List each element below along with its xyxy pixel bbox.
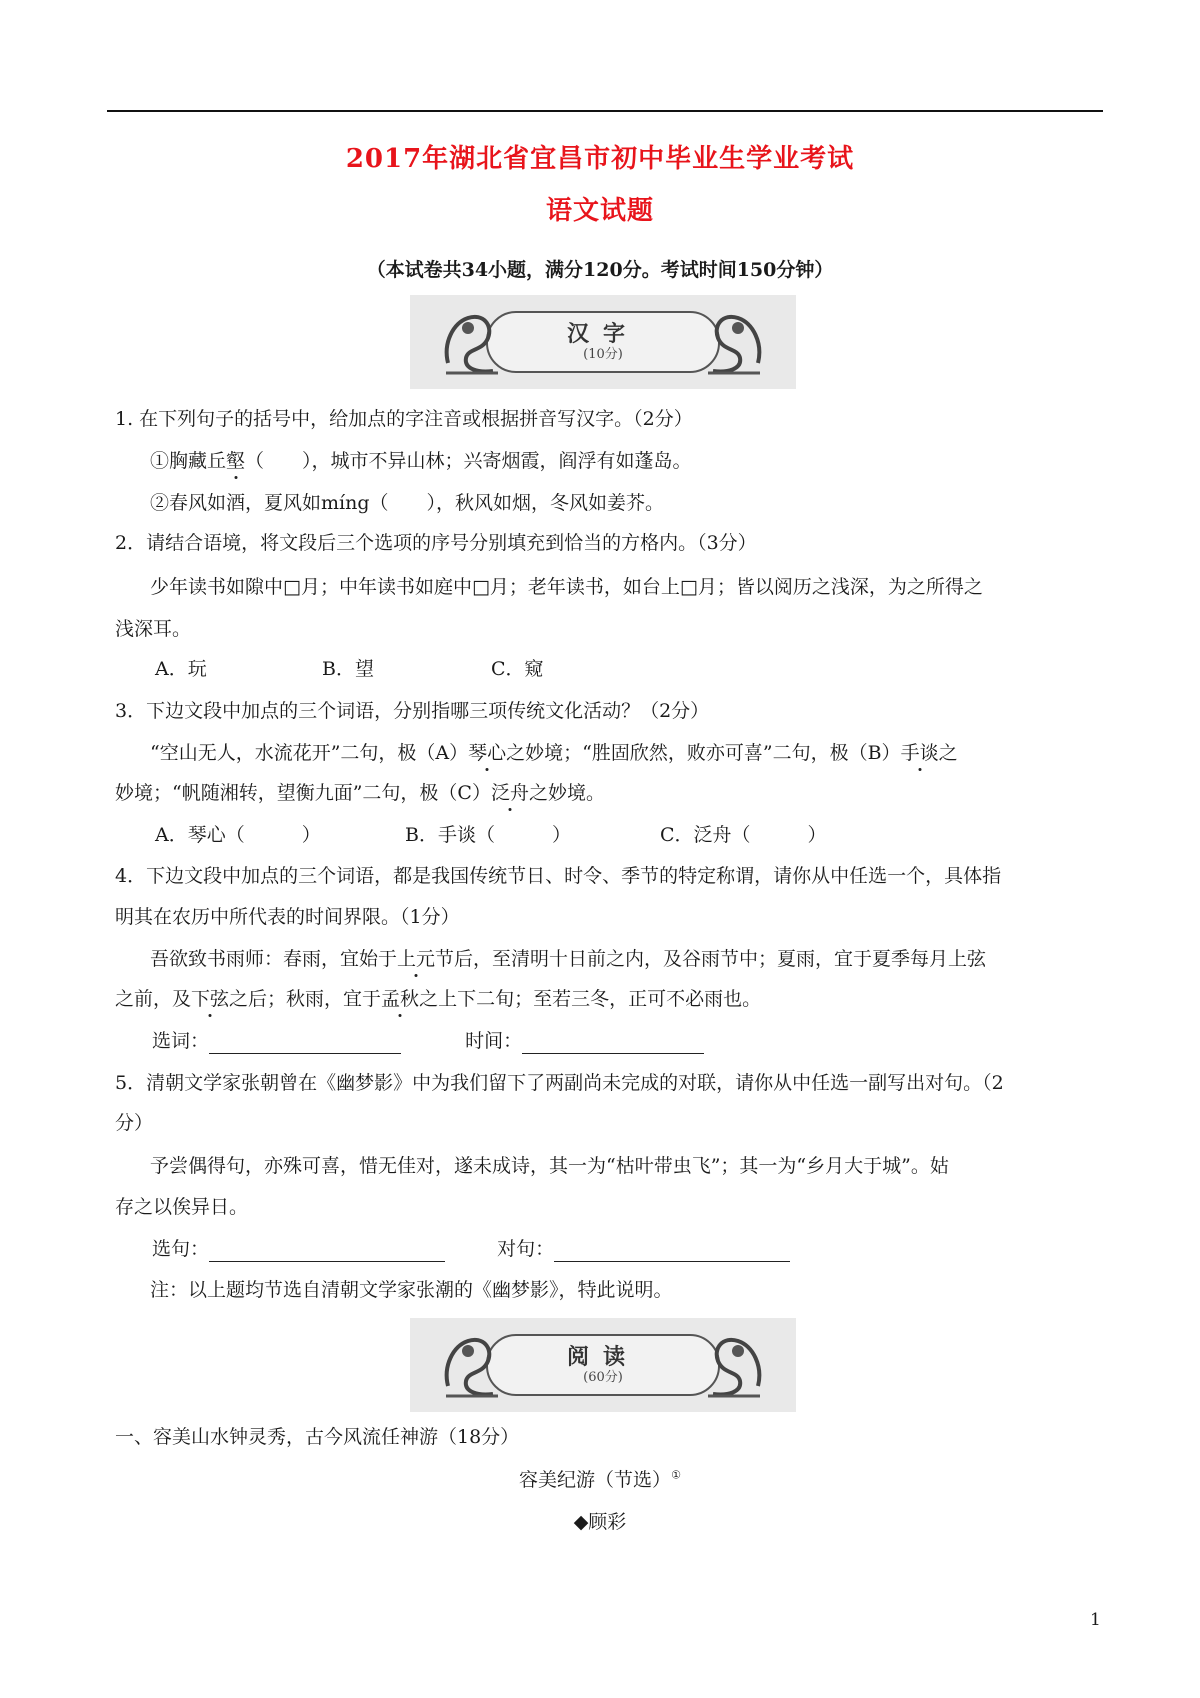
footnote-mark: ① <box>671 1468 681 1482</box>
reading-title: 容美纪游（节选）① <box>519 1468 681 1491</box>
q1-sentence-2: ②春风如酒，夏风如míng（ ），秋风如烟，冬风如姜芥。 <box>150 492 664 514</box>
reading-author: ◆顾彩 <box>573 1511 627 1533</box>
q3-option-b: B．手谈（ ） <box>405 824 571 846</box>
q5-choose-label: 选句： <box>152 1238 210 1260</box>
q4-word-label: 选词： <box>152 1030 210 1052</box>
exam-title: 2017年湖北省宜昌市初中毕业生学业考试 <box>345 144 855 174</box>
banner-title: 阅读 <box>566 1344 639 1370</box>
q1-sentence-1: ①胸藏丘壑（ ），城市不异山林；兴寄烟霞，阎浮有如蓬岛。 <box>150 450 692 472</box>
section-banner-hanzi <box>410 295 796 389</box>
dragon-ornament-icon <box>700 303 768 379</box>
q2-passage-line-1: 少年读书如隙中□月；中年读书如庭中□月；老年读书，如台上□月；皆以阅历之浅深，为之所得之 <box>150 576 983 598</box>
dragon-ornament-icon <box>438 303 506 379</box>
q4-time-label: 时间： <box>465 1030 523 1052</box>
q2-option-b: B．望 <box>322 658 374 680</box>
q5-choose-blank[interactable] <box>209 1241 445 1262</box>
section-banner-yuedu <box>410 1318 796 1412</box>
q3-option-a: A．琴心（ ） <box>155 824 321 846</box>
q3-option-c: C．泛舟（ ） <box>660 824 827 846</box>
q5-passage-line-2: 存之以俟异日。 <box>115 1196 249 1218</box>
q5-note: 注：以上题均节选自清朝文学家张潮的《幽梦影》，特此说明。 <box>150 1279 673 1301</box>
q4-time-blank[interactable] <box>522 1033 704 1054</box>
q2-stem: 2．请结合语境，将文段后三个选项的序号分别填充到恰当的方格内。（3分） <box>115 532 757 554</box>
exam-note: （本试卷共34小题，满分120分。考试时间150分钟） <box>366 259 834 281</box>
q3-passage-line-1: “空山无人，水流花开”二句，极（A）琴心之妙境；“胜固欣然，败亦可喜”二句，极（B）手谈之 <box>150 742 958 764</box>
q5-stem-line-1: 5．清朝文学家张朝曾在《幽梦影》中为我们留下了两副尚未完成的对联，请你从中任选一副写出对句。（2 <box>115 1072 1004 1094</box>
q4-passage-line-1: 吾欲致书雨师：春雨，宜始于上元节后，至清明十日前之内，及谷雨节中；夏雨，宜于夏季每月上弦 <box>150 948 987 970</box>
q5-answer-row <box>152 1236 790 1262</box>
banner-label <box>486 1334 720 1396</box>
banner-score: (10分) <box>583 347 623 362</box>
q2-option-a: A．玩 <box>155 658 207 680</box>
q4-answer-row <box>152 1028 704 1054</box>
reading-section-heading: 一、容美山水钟灵秀，古今风流任神游（18分） <box>115 1426 520 1448</box>
page-number: 1 <box>1090 1610 1101 1630</box>
q5-pair-blank[interactable] <box>554 1241 790 1262</box>
banner-score: (60分) <box>583 1370 623 1385</box>
exam-subtitle: 语文试题 <box>545 196 654 226</box>
q5-passage-line-1: 予尝偶得句，亦殊可喜，惜无佳对，遂未成诗，其一为“枯叶带虫飞”；其一为“乡月大于城”。姑 <box>150 1155 949 1177</box>
q3-passage-line-2: 妙境；“帆随湘转，望衡九面”二句，极（C）泛舟之妙境。 <box>115 782 605 804</box>
q4-passage-line-2: 之前，及下弦之后；秋雨，宜于孟秋之上下二旬；至若三冬，正可不必雨也。 <box>115 988 762 1010</box>
q2-option-c: C．窥 <box>491 658 544 680</box>
q4-stem-line-1: 4．下边文段中加点的三个词语，都是我国传统节日、时令、季节的特定称谓，请你从中任选一个，具体指 <box>115 865 1002 887</box>
q5-stem-line-2: 分） <box>115 1112 154 1134</box>
q4-word-blank[interactable] <box>209 1033 401 1054</box>
banner-title: 汉字 <box>566 321 639 347</box>
q2-passage-line-2: 浅深耳。 <box>115 618 192 640</box>
q5-pair-label: 对句： <box>497 1238 555 1260</box>
dragon-ornament-icon <box>700 1326 768 1402</box>
q4-stem-line-2: 明其在农历中所代表的时间界限。（1分） <box>115 906 460 928</box>
top-rule <box>107 110 1103 112</box>
dragon-ornament-icon <box>438 1326 506 1402</box>
q1-stem: 1. 在下列句子的括号中，给加点的字注音或根据拼音写汉字。（2分） <box>115 408 693 430</box>
banner-label <box>486 311 720 373</box>
q3-stem: 3．下边文段中加点的三个词语，分别指哪三项传统文化活动？（2分） <box>115 700 710 722</box>
